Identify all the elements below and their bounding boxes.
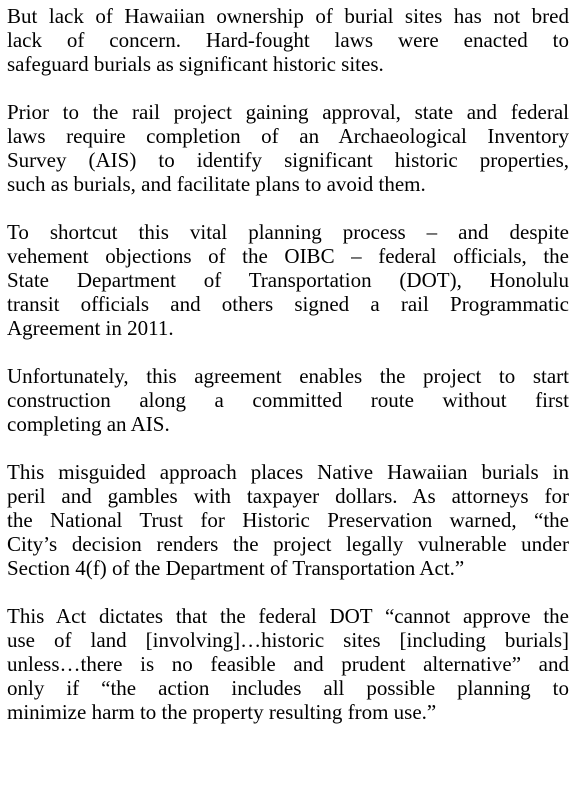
text-line: unless…there is no feasible and prudent alternative” and xyxy=(7,652,569,676)
text-line: laws require completion of an Archaeological Inventory xyxy=(7,124,569,148)
text-line: minimize harm to the property resulting from use.” xyxy=(7,700,437,724)
paragraph-5 xyxy=(7,460,569,580)
text-line: Prior to the rail project gaining approval, state and federal xyxy=(7,100,569,124)
text-line: vehement objections of the OIBC – federal officials, the xyxy=(7,244,569,268)
paragraph-4 xyxy=(7,364,569,436)
text-line: City’s decision renders the project legally vulnerable under xyxy=(7,532,569,556)
text-line: To shortcut this vital planning process – and despite xyxy=(7,220,569,244)
text-line: peril and gambles with taxpayer dollars. As attorneys for xyxy=(7,484,569,508)
paragraph-6 xyxy=(7,604,569,724)
text-line: transit officials and others signed a rail Programmatic xyxy=(7,292,569,316)
text-line: Agreement in 2011. xyxy=(7,316,174,340)
text-line: This Act dictates that the federal DOT “cannot approve the xyxy=(7,604,569,628)
text-line: Unfortunately, this agreement enables the project to start xyxy=(7,364,569,388)
text-line: Survey (AIS) to identify significant historic properties, xyxy=(7,148,569,172)
text-line: lack of concern. Hard-fought laws were enacted to xyxy=(7,28,569,52)
text-line: the National Trust for Historic Preservation warned, “the xyxy=(7,508,569,532)
text-line: only if “the action includes all possible planning to xyxy=(7,676,569,700)
text-line: safeguard burials as significant historic sites. xyxy=(7,52,384,76)
text-line: construction along a committed route without first xyxy=(7,388,569,412)
text-line: State Department of Transportation (DOT), Honolulu xyxy=(7,268,569,292)
text-line: Section 4(f) of the Department of Transportation Act.” xyxy=(7,556,465,580)
paragraph-1 xyxy=(7,4,569,76)
text-line: completing an AIS. xyxy=(7,412,170,436)
text-line: This misguided approach places Native Hawaiian burials in xyxy=(7,460,569,484)
paragraph-3 xyxy=(7,220,569,340)
text-line: use of land [involving]…historic sites [including burials] xyxy=(7,628,569,652)
text-line: But lack of Hawaiian ownership of burial sites has not bred xyxy=(7,4,569,28)
paragraph-2 xyxy=(7,100,569,196)
text-line: such as burials, and facilitate plans to avoid them. xyxy=(7,172,426,196)
